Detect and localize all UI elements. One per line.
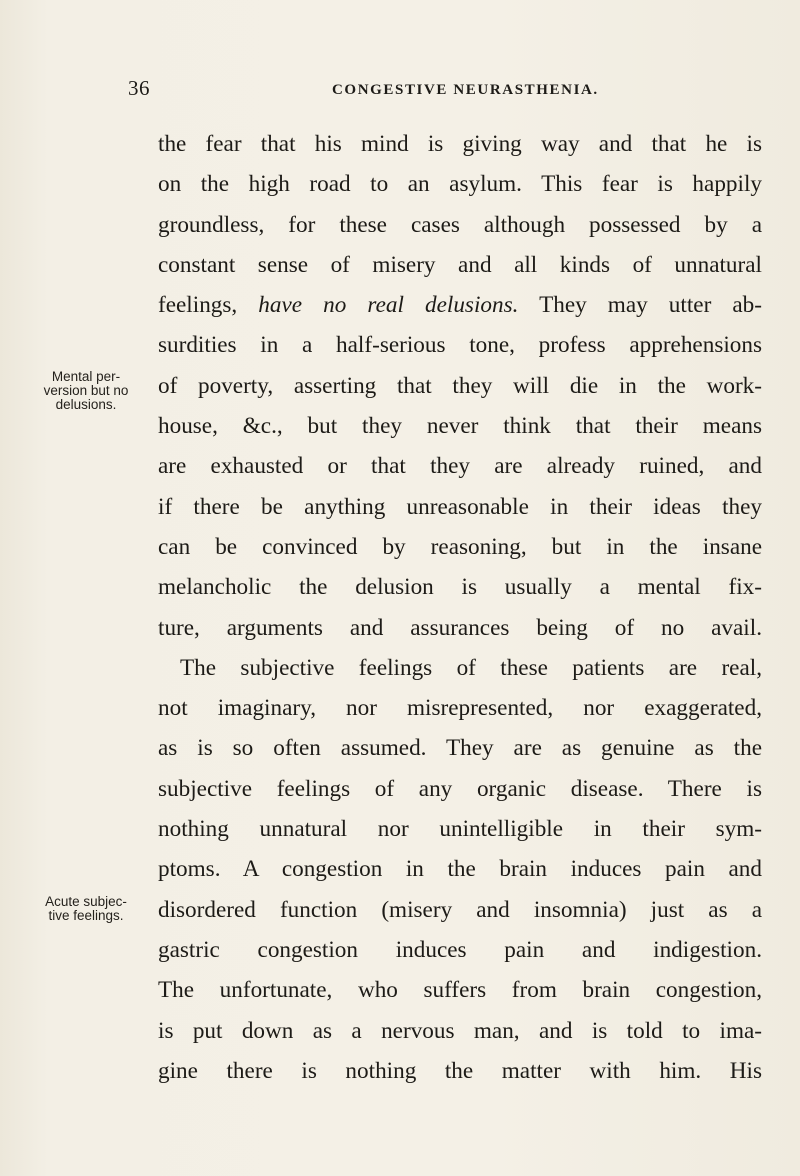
margin-note-line: delusions. xyxy=(55,397,117,412)
text-line: on the high road to an asylum. This fear is happily xyxy=(158,171,762,198)
text-line: subjective feelings of any organic disease. There is xyxy=(158,775,762,802)
text-line: as is so often assumed. They are as genuine as the xyxy=(158,735,762,762)
text-line: gastric congestion induces pain and indigestion. xyxy=(158,936,762,963)
text-line: house, &c., but they never think that their means xyxy=(158,413,762,440)
margin-note-line: tive feelings. xyxy=(48,908,124,923)
text-line: can be convinced by reasoning, but in the insane xyxy=(158,533,762,560)
text-line: constant sense of misery and all kinds of unnatural xyxy=(158,251,762,278)
page-number: 36 xyxy=(128,76,150,100)
text-line: gine there is nothing the matter with him. His xyxy=(158,1057,762,1084)
text-line: ture, arguments and assurances being of no avail. xyxy=(158,614,762,641)
text-line: if there be anything unreasonable in their ideas they xyxy=(158,493,762,520)
text-line: melancholic the delusion is usually a mental fix- xyxy=(158,574,762,601)
body-text xyxy=(158,124,762,1091)
text-line: not imaginary, nor misrepresented, nor exaggerated, xyxy=(158,695,762,722)
text-line: nothing unnatural nor unintelligible in their sym- xyxy=(158,816,762,843)
margin-note-mental-perversion xyxy=(20,370,152,412)
text-line-mixed xyxy=(158,285,762,325)
text-line: ptoms. A congestion in the brain induces pain and xyxy=(158,856,762,883)
text-line: groundless, for these cases although possessed by a xyxy=(158,211,762,238)
text-line: The unfortunate, who suffers from brain congestion, xyxy=(158,977,762,1004)
text-line: The subjective feelings of these patients are real, xyxy=(180,654,762,681)
text-line: the fear that his mind is giving way and that he is xyxy=(158,131,762,157)
running-head: CONGESTIVE NEURASTHENIA. xyxy=(332,82,599,98)
margin-note-acute-feelings xyxy=(20,895,152,923)
text-line: are exhausted or that they are already ruined, and xyxy=(158,453,762,480)
text-line: is put down as a nervous man, and is told to ima- xyxy=(158,1017,762,1044)
text-line: of poverty, asserting that they will die in the work- xyxy=(158,372,762,399)
italic-phrase: have no real delusions. xyxy=(258,292,519,319)
text-line: disordered function (misery and insomnia) just as a xyxy=(158,896,762,923)
text-line: surdities in a half-serious tone, profess apprehensions xyxy=(158,332,762,359)
margin-note-line: version but no xyxy=(43,383,129,398)
margin-note-line: Acute subjec- xyxy=(45,894,127,909)
text-segment: They may utter ab- xyxy=(518,292,762,319)
text-segment: feelings, xyxy=(158,292,259,319)
margin-note-line: Mental per- xyxy=(51,369,121,384)
